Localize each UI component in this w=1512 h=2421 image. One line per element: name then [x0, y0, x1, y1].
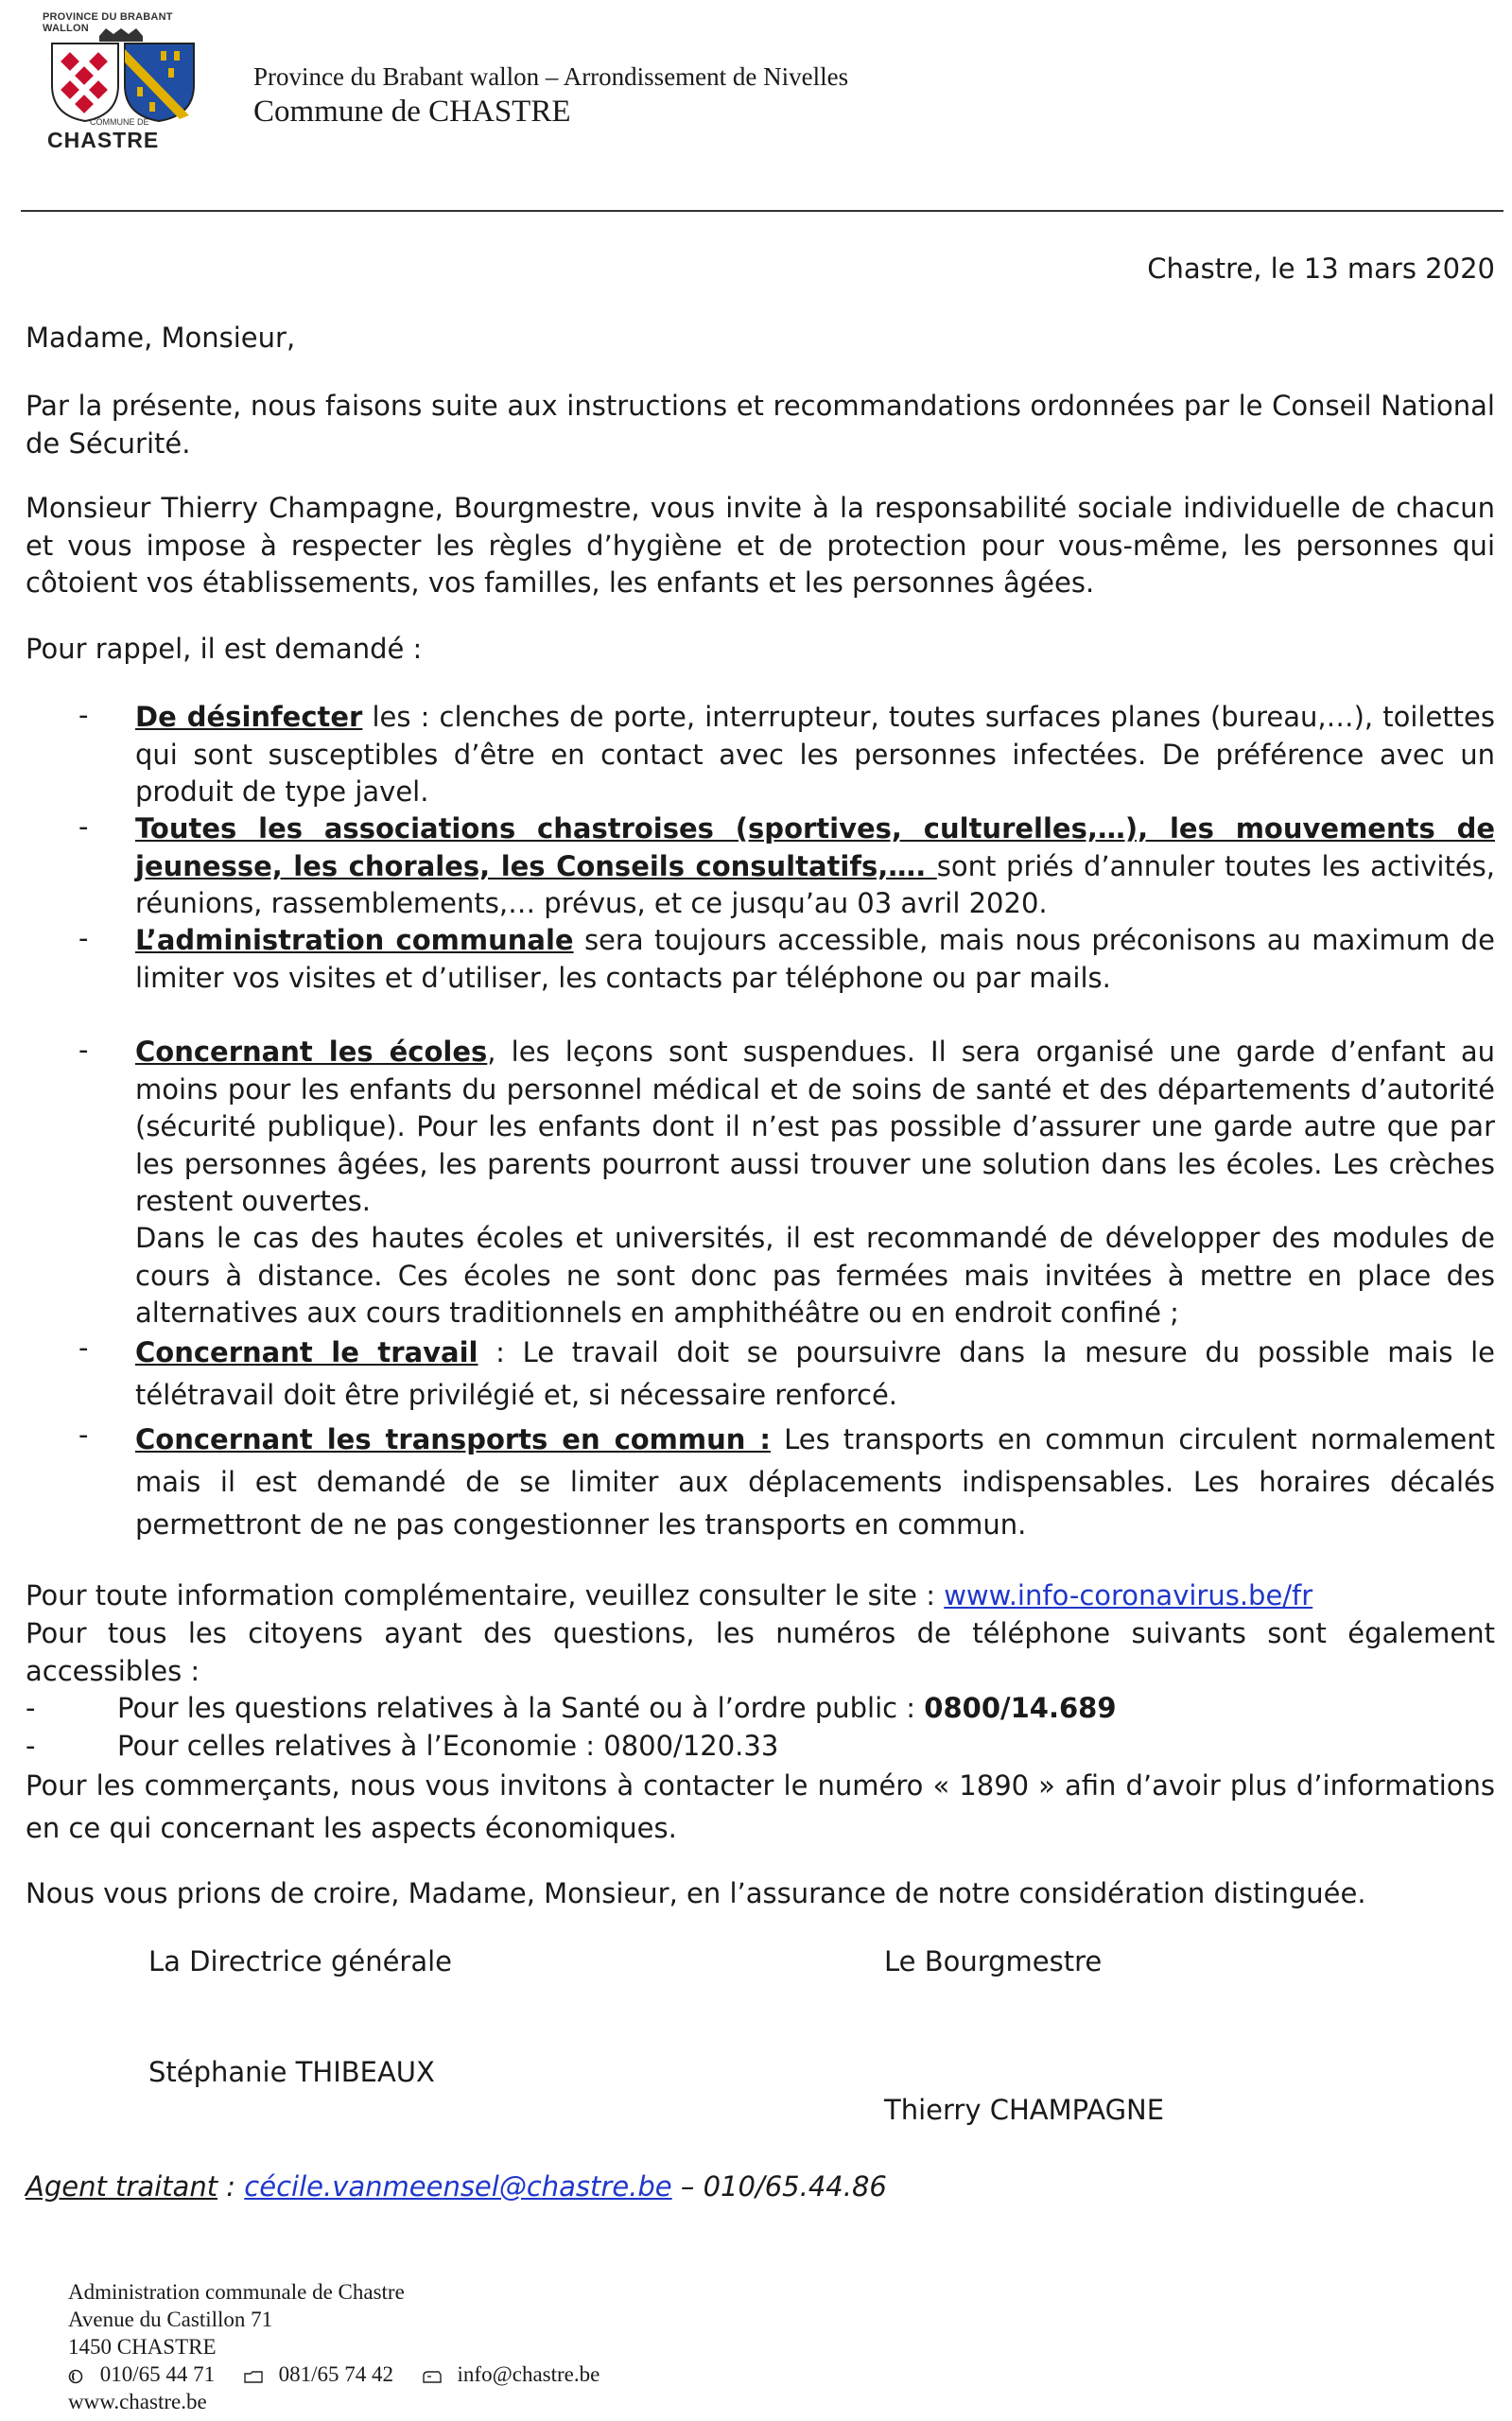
bullet-transport [135, 1419, 1495, 1546]
bullet-work [135, 1332, 1495, 1417]
info-site-line [26, 1577, 1495, 1615]
bullet-lead: L’administration communale [135, 924, 574, 956]
signature-left-name: Stéphanie THIBEAUX [148, 2056, 435, 2088]
agent-phone: – 010/65.44.86 [671, 2170, 887, 2203]
bullet-dash: - [78, 1332, 89, 1364]
bullet-lead: Toutes les associations chastroises (sportives, culturelles,…), les mouvements de jeunesse, les chorales, les Conseils consultatifs,…. [135, 812, 1495, 882]
bullet-body: , les leçons sont suspendues. Il sera organisé une garde d’enfant au moins pour les enfants du personnel médical et de soins de santé et des départements d’autorité (sécurité publique). Pour les enfants dont il n’est pas possible d’assurer une garde autre que par les personnes âgées, les parents pourront aussi trouver une solution dans les écoles. Les crèches restent ouvertes. [135, 1036, 1496, 1217]
bullet-lead: Concernant les transports en commun : [135, 1423, 771, 1455]
paragraph-intro: Par la présente, nous faisons suite aux instructions et recommandations ordonnées par le Conseil National de Sécurité. [26, 390, 1495, 460]
fax-icon [243, 2369, 264, 2384]
bullet-dash: - [78, 922, 89, 954]
agent-separator: : [217, 2170, 245, 2203]
bullet-dash: - [78, 1419, 89, 1451]
date-line: Chastre, le 13 mars 2020 [1147, 253, 1495, 285]
logo-commune-text: COMMUNE DE [90, 117, 149, 127]
paragraph-mayor: Monsieur Thierry Champagne, Bourgmestre, vous invite à la responsabilité sociale individuelle de chacun et vous impose à respecter les règles d’hygiène et de protection pour vous-même, les personnes qui côtoient vos établissements, vos familles, les enfants et les personnes âgées. [26, 492, 1495, 599]
signature-left-title: La Directrice générale [148, 1945, 453, 1977]
phone-dash: - [26, 1692, 36, 1724]
phone-health-text: Pour les questions relatives à la Santé ou à l’ordre public : [117, 1692, 925, 1724]
bullet-body: : Le travail doit se poursuivre dans la mesure du possible mais le télétravail doit être privilégié et, si nécessaire renforcé. [135, 1336, 1495, 1411]
header-province-line: Province du Brabant wallon – Arrondissement de Nivelles [253, 62, 849, 91]
bullet-associations [135, 810, 1495, 923]
phone-health-number: 0800/14.689 [924, 1692, 1117, 1724]
footer-contact-row [68, 2360, 600, 2388]
coronavirus-link[interactable]: www.info-coronavirus.be/fr [944, 1579, 1313, 1611]
signature-right-name: Thierry CHAMPAGNE [884, 2094, 1165, 2126]
bullet-schools [135, 1034, 1495, 1221]
bullet-lead: Concernant les écoles [135, 1036, 488, 1068]
footer-line-street: Avenue du Castillon 71 [68, 2308, 273, 2331]
commune-logo [43, 11, 203, 153]
phone-health-line [117, 1690, 1117, 1728]
agent-line [26, 2168, 887, 2206]
bullet-lead: De désinfecter [135, 701, 363, 733]
bullet-body: les : clenches de porte, interrupteur, toutes surfaces planes (bureau,…), toilettes qui sont susceptibles d’être en contact avec les personnes infectées. De préférence avec un produit de type javel. [135, 701, 1495, 808]
footer-email: info@chastre.be [457, 2362, 600, 2386]
info-phones-intro: Pour tous les citoyens ayant des questions, les numéros de téléphone suivants sont également accessibles : [26, 1617, 1495, 1687]
bullet-disinfect [135, 699, 1495, 811]
footer-website: www.chastre.be [68, 2390, 207, 2413]
logo-province-text: PROVINCE DU BRABANT WALLON [43, 11, 173, 34]
logo-name-text: CHASTRE [47, 128, 160, 152]
bullet-dash: - [78, 1034, 89, 1066]
header-divider [21, 210, 1503, 212]
header-commune-line: Commune de CHASTRE [253, 95, 571, 129]
bullet-body: sont priés d’annuler toutes les activités, réunions, rassemblements,… prévus, et ce jusqu’au 03 avril 2020. [135, 849, 1495, 919]
info-site-text: Pour toute information complémentaire, veuillez consulter le site : [26, 1579, 945, 1611]
bullet-body: Les transports en commun circulent normalement mais il est demandé de se limiter aux déplacements indispensables. Les horaires décalés permettront de ne pas congestionner les transports en commun. [135, 1423, 1495, 1541]
reminder-line: Pour rappel, il est demandé : [26, 633, 423, 665]
bullet-dash: - [78, 699, 89, 731]
signature-right-title: Le Bourgmestre [884, 1945, 1103, 1977]
phone-dash: - [26, 1730, 36, 1762]
footer-tel: 010/65 44 71 [99, 2362, 216, 2386]
bullet-body: sera toujours accessible, mais nous préconisons au maximum de limiter vos visites et d’utiliser, les contacts par téléphone ou par mails. [135, 924, 1495, 994]
bullet-lead: Concernant le travail [135, 1336, 478, 1368]
agent-email-link[interactable]: cécile.vanmeensel@chastre.be [244, 2170, 672, 2203]
phone-icon [68, 2369, 89, 2384]
salutation: Madame, Monsieur, [26, 322, 296, 354]
footer-line-admin: Administration communale de Chastre [68, 2280, 405, 2304]
footer-fax: 081/65 74 42 [278, 2362, 394, 2386]
bullet-schools-extra: Dans le cas des hautes écoles et universités, il est recommandé de développer des modules de cours à distance. Ces écoles ne sont donc pas fermées mais invitées à mettre en place des alternatives aux cours traditionnels en amphithéâtre ou en endroit confiné ; [135, 1222, 1495, 1329]
bullet-administration [135, 922, 1495, 997]
footer-line-city: 1450 CHASTRE [68, 2335, 217, 2359]
closing-paragraph: Nous vous prions de croire, Madame, Monsieur, en l’assurance de notre considération distinguée. [26, 1877, 1366, 1909]
bullet-dash: - [78, 810, 89, 843]
merchants-paragraph: Pour les commerçants, nous vous invitons à contacter le numéro « 1890 » afin d’avoir plus d’informations en ce qui concernant les aspects économiques. [26, 1769, 1495, 1844]
mailbox-icon [422, 2369, 443, 2384]
footer-address [68, 2278, 600, 2415]
agent-label: Agent traitant [26, 2170, 218, 2203]
coat-of-arms-icon [47, 28, 203, 123]
phone-economy-line: Pour celles relatives à l’Economie : 0800/120.33 [117, 1730, 779, 1762]
